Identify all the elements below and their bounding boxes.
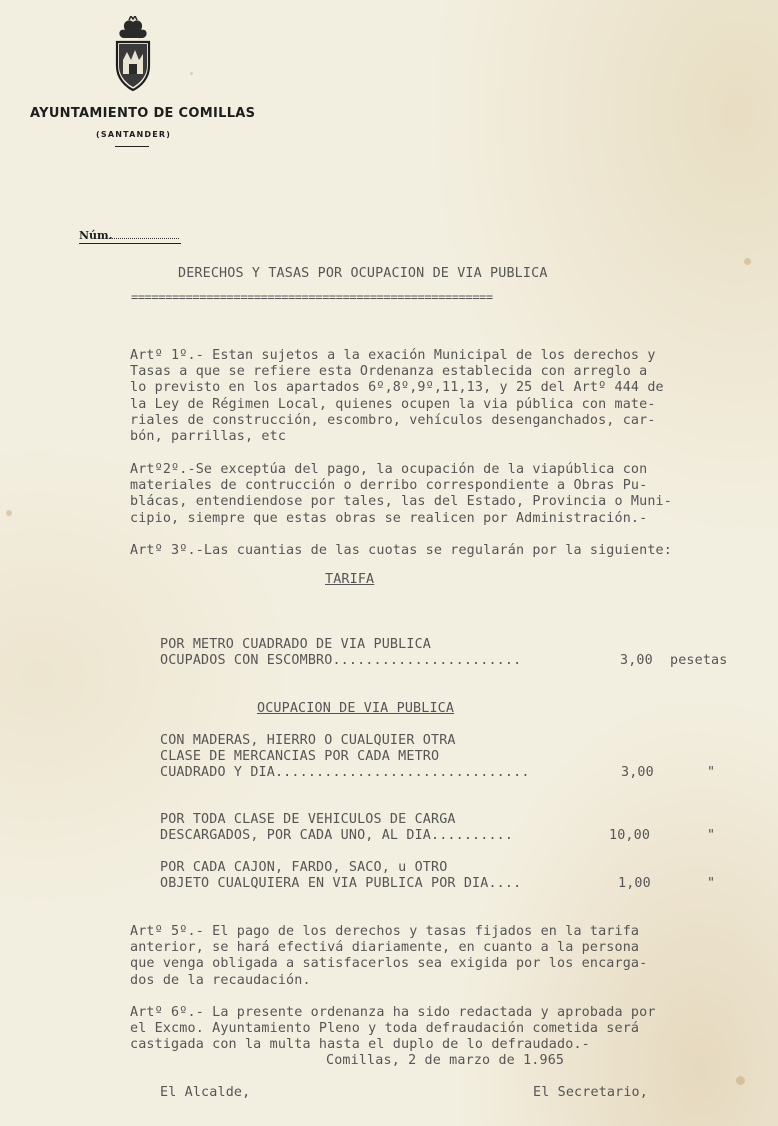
number-underline [79,243,181,244]
article-6: Artº 6º.- La presente ordenanza ha sido redactada y aprobada por el Excmo. Ayuntamiento Pleno y toda defraudación cometida será castigada con la multa hasta el duplo de lo defraudado.- [130,1005,656,1053]
paper-stain [6,510,12,516]
paper-stain [736,1076,745,1085]
tariff-row-unit: " [707,876,716,891]
tariff-row-description: POR CADA CAJON, FARDO, SACO, u OTRO OBJETO CUALQUIERA EN VIA PUBLICA POR DIA.... [160,860,522,892]
number-label: Núm. [79,229,113,242]
date-line: Comillas, 2 de marzo de 1.965 [326,1053,565,1068]
header-divider [115,146,149,147]
tariff-row-unit: " [707,828,716,843]
coat-of-arms-icon [111,16,155,92]
tariff-row-unit: pesetas [670,653,728,668]
organization-region: (SANTANDER) [96,130,172,139]
tariff-row-amount: 1,00 [618,876,651,891]
tarifa-heading: TARIFA [325,572,375,587]
tariff-row-description: POR METRO CUADRADO DE VIA PUBLICA OCUPADOS CON ESCOMBRO....................... [160,637,522,669]
tariff-row-description: CON MADERAS, HIERRO O CUALQUIER OTRA CLASE DE MERCANCIAS POR CADA METRO CUADRADO Y DIA............................... [160,733,530,781]
paper-stain [190,72,193,75]
title-double-rule: ===================================================== [131,290,493,304]
number-field-dots [109,238,179,239]
article-3: Artº 3º.-Las cuantias de las cuotas se regularán por la siguiente: [130,543,672,558]
article-1: Artº 1º.- Estan sujetos a la exación Municipal de los derechos y Tasas a que se refiere esta Ordenanza establecida con arreglo a lo previsto en los apartados 6º,8º,9º,11,13, y 25 del Artº 444 de la Ley de Régimen Local, quienes ocupen la via pública con mate- riales de construcción, escombro, vehículos desenganchados, car- bón, parrillas, etc [130,348,664,445]
tariff-row-amount: 3,00 [621,765,654,780]
paper-stain [744,258,751,265]
mayor-signature-label: El Alcalde, [160,1085,251,1100]
document-title: DERECHOS Y TASAS POR OCUPACION DE VIA PUBLICA [178,266,548,281]
tariff-row-amount: 10,00 [609,828,651,843]
article-2: Artº2º.-Se exceptúa del pago, la ocupación de la viapública con materiales de contrucción o derribo correspondiente a Obras Pu- blácas, entendiendose por tales, las del Estado, Provincia o Muni- cipio, siempre que estas obras se realicen por Administración.- [130,462,672,526]
ocupacion-heading: OCUPACION DE VIA PUBLICA [257,701,455,716]
tariff-row-description: POR TODA CLASE DE VEHICULOS DE CARGA DESCARGADOS, POR CADA UNO, AL DIA.......... [160,812,514,844]
tariff-row-unit: " [707,765,716,780]
secretary-signature-label: El Secretario, [533,1085,648,1100]
organization-name: AYUNTAMIENTO DE COMILLAS [30,106,256,121]
tariff-row-amount: 3,00 [620,653,653,668]
article-5: Artº 5º.- El pago de los derechos y tasas fijados en la tarifa anterior, se hará efectivá diariamente, en cuanto a la persona que venga obligada a satisfacerlos sea exigida por los encarga- dos de la recaudación. [130,924,648,988]
